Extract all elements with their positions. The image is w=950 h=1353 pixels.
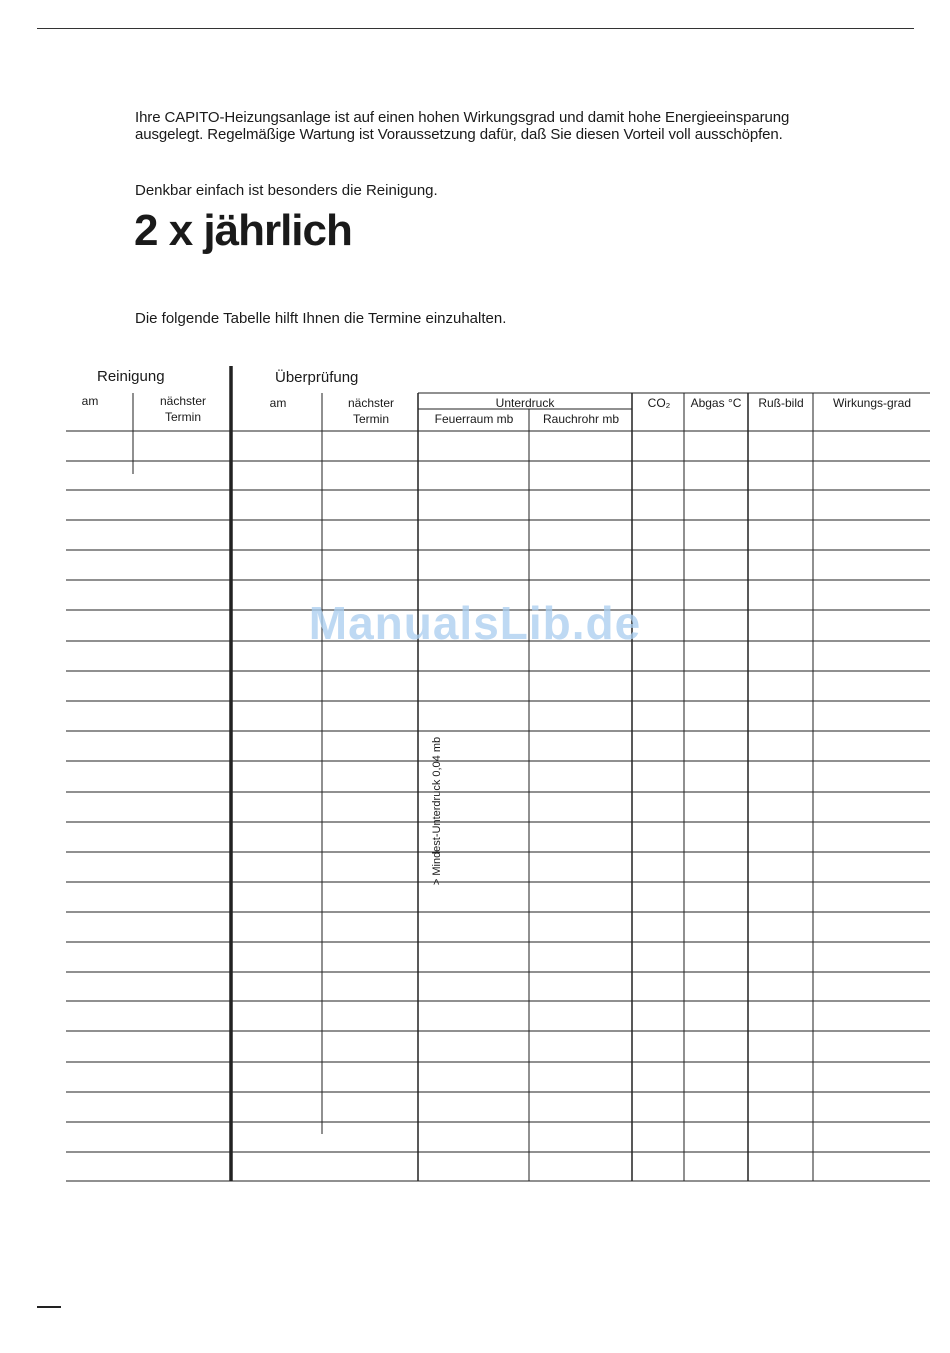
col-inspection-next: nächster Termin — [347, 396, 395, 426]
col-exhaust: Abgas °C — [690, 396, 742, 410]
cleaning-note: Denkbar einfach ist besonders die Reinigung. — [135, 182, 438, 199]
min-draft-note: > Mindest-Unterdruck 0,04 mb — [431, 736, 443, 886]
col-inspection-date: am — [269, 396, 287, 410]
table-note: Die folgende Tabelle hilft Ihnen die Termine einzuhalten. — [135, 310, 507, 327]
col-soot: Ruß-bild — [758, 396, 804, 410]
frequency-heading: 2 x jährlich — [134, 206, 352, 255]
entry-rows — [66, 461, 930, 1152]
watermark: ManualsLib.de — [308, 597, 642, 649]
col-cleaning-next: nächster Termin — [159, 394, 207, 424]
col-draft: Unterdruck — [495, 396, 555, 410]
intro-paragraph: Ihre CAPITO-Heizungsanlage ist auf einen hohen Wirkungsgrad und damit hohe Energieeinsparung ausgelegt. Regelmäßige Wartung ist Voraussetzung dafür, daß Sie diesen Vorteil voll ausschöpfen. — [135, 109, 790, 143]
col-efficiency: Wirkungs-grad — [832, 396, 912, 410]
col-cleaning-date: am — [81, 394, 99, 408]
bottom-mark — [37, 1306, 61, 1308]
group-cleaning-header: Reinigung — [97, 368, 165, 385]
col-draft-firebox: Feuerraum mb — [434, 412, 514, 426]
table-lines — [66, 366, 930, 1181]
col-draft-flue: Rauchrohr mb — [542, 412, 620, 426]
group-inspection-header: Überprüfung — [275, 369, 359, 386]
col-co2: CO₂ — [647, 396, 671, 410]
